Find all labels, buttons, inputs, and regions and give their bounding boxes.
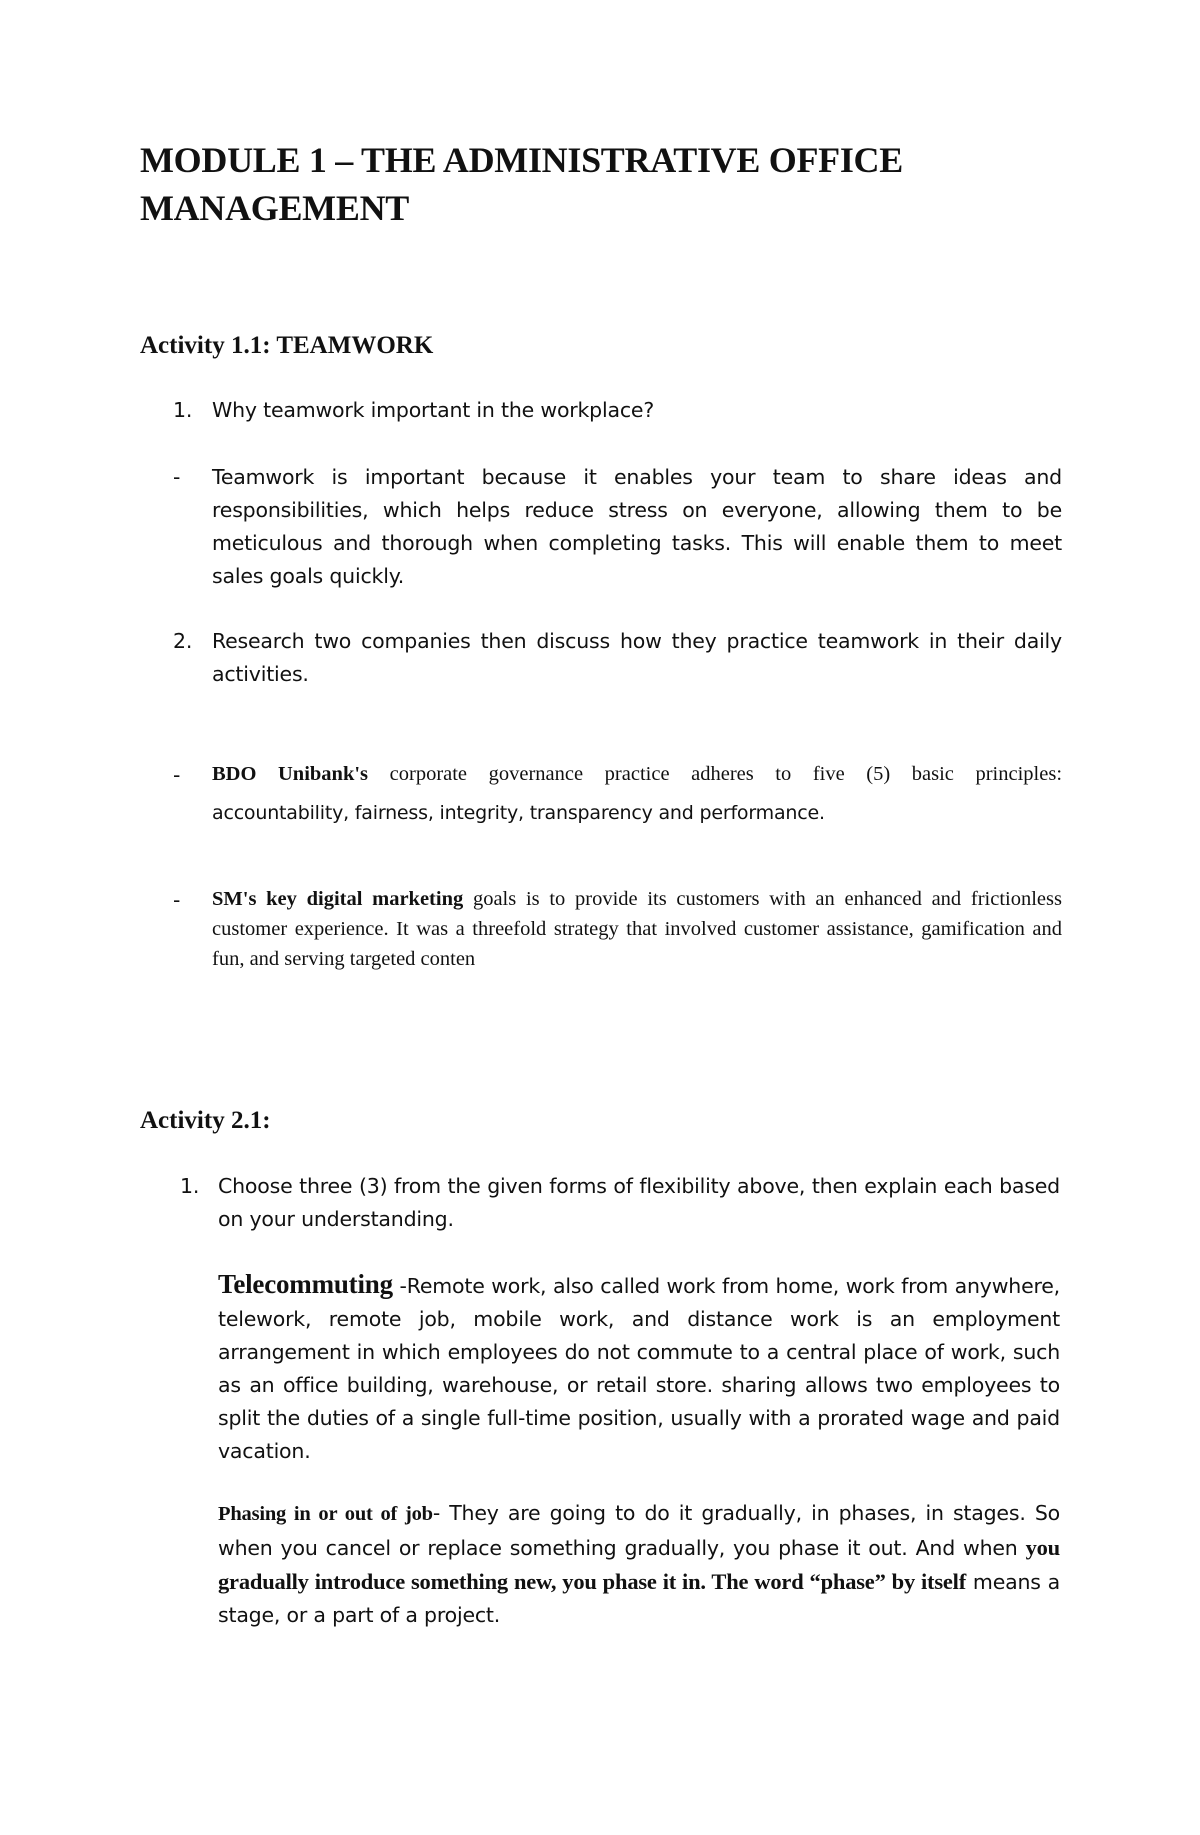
- telecommuting-term: Telecommuting: [218, 1269, 393, 1299]
- bdo-term: BDO Unibank's: [212, 763, 369, 785]
- a1-text: Teamwork is important because it enables your team to share ideas and responsibilities, which helps reduce stress on everyone, allowing them to be meticulous and thorough when completing tasks. This will enable them to meet sales goals quickly.: [212, 465, 1062, 588]
- activity-1-heading: Activity 1.1: TEAMWORK: [140, 332, 434, 359]
- page-title: MODULE 1 – THE ADMINISTRATIVE OFFICE MANAGEMENT: [140, 140, 903, 228]
- telecommuting-text: -Remote work, also called work from home, work from anywhere, telework, remote job, mobile work, and distance work is an employment arrangement in which employees do not commute to a central place of work, such as an office building, warehouse, or retail store. sharing allows two employees to split the duties of a single full-time position, usually with a prorated wage and paid vacation.: [218, 1274, 1060, 1463]
- phasing-paragraph: [218, 1497, 1060, 1632]
- q1-text: Why teamwork important in the workplace?: [212, 398, 655, 422]
- a2-bdo-line1: [212, 759, 1062, 789]
- q1-number: 1.: [173, 398, 193, 422]
- act2-q1-number: 1.: [180, 1174, 200, 1198]
- a2-sm-marker: -: [173, 888, 181, 912]
- telecommuting-paragraph: [218, 1268, 1060, 1468]
- activity-2-heading: Activity 2.1:: [140, 1107, 271, 1134]
- phasing-text-b: you gradually introduce something new, you phase it in. The word “phase” by itself: [218, 1535, 1060, 1594]
- phasing-text-c: means a stage, or a part of a project.: [218, 1570, 1060, 1627]
- phasing-term: Phasing in or out of job: [218, 1503, 433, 1525]
- a2-bdo-marker: -: [173, 763, 181, 787]
- act2-q1-text: Choose three (3) from the given forms of flexibility above, then explain each based on your understanding.: [218, 1174, 1060, 1231]
- q2-text: Research two companies then discuss how they practice teamwork in their daily activities.: [212, 629, 1062, 686]
- phasing-text-a: - They are going to do it gradually, in phases, in stages. So when you cancel or replace something gradually, you phase it out. And when: [218, 1501, 1060, 1560]
- a1-marker: -: [173, 465, 181, 489]
- a2-sm-text: [212, 884, 1062, 974]
- a2-bdo-line2: accountability, fairness, integrity, transparency and performance.: [212, 802, 825, 824]
- q2-number: 2.: [173, 629, 193, 653]
- sm-text: goals is to provide its customers with an enhanced and frictionless customer experience. It was a threefold strategy that involved customer assistance, gamification and fun, and serving targeted conten: [212, 888, 1062, 970]
- sm-term: SM's key digital marketing: [212, 888, 464, 910]
- bdo-line1-text: corporate governance practice adheres to five (5) basic principles:: [389, 763, 1062, 785]
